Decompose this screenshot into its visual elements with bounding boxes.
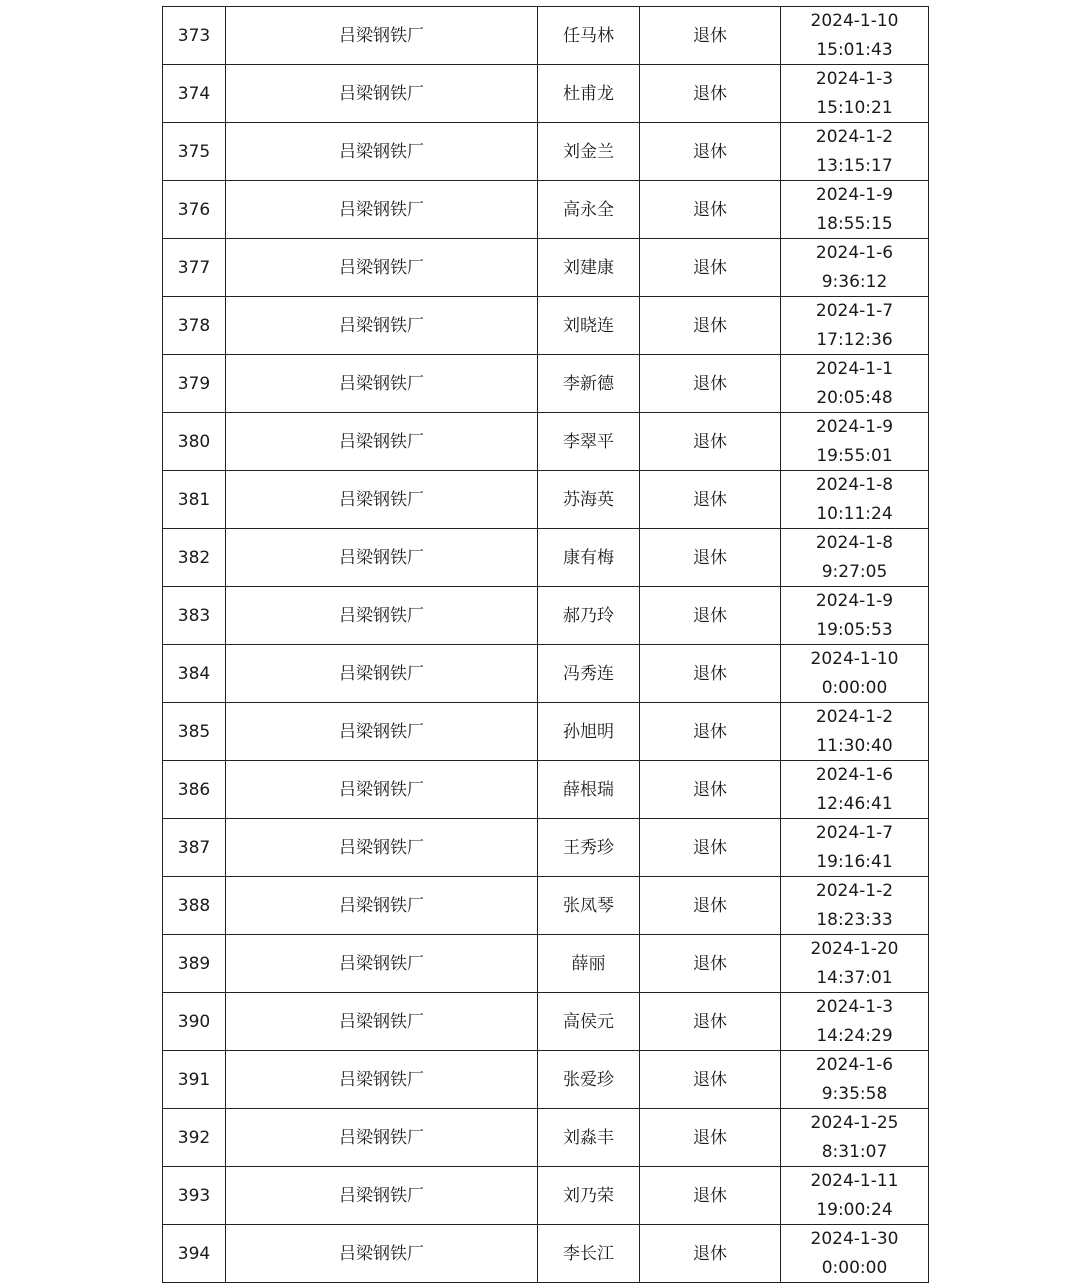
timestamp-date: 2024-1-9 (815, 185, 894, 205)
person-name: 刘淼丰 (538, 1109, 640, 1167)
timestamp-time: 15:01:43 (816, 39, 893, 60)
timestamp-time: 13:15:17 (816, 155, 893, 176)
table-row (163, 413, 929, 471)
table-row (163, 1167, 929, 1225)
work-unit: 吕梁钢铁厂 (226, 181, 538, 239)
timestamp-date: 2024-1-3 (815, 69, 894, 89)
person-name: 薛根瑞 (538, 761, 640, 819)
records-table (162, 6, 929, 1283)
work-unit: 吕梁钢铁厂 (226, 993, 538, 1051)
timestamp-date: 2024-1-2 (815, 127, 894, 147)
status-text: 退休 (640, 529, 781, 587)
work-unit: 吕梁钢铁厂 (226, 65, 538, 123)
timestamp (781, 355, 929, 413)
table-row (163, 703, 929, 761)
row-number: 377 (163, 239, 226, 297)
work-unit: 吕梁钢铁厂 (226, 471, 538, 529)
timestamp-date: 2024-1-7 (815, 301, 894, 321)
row-number: 389 (163, 935, 226, 993)
timestamp (781, 529, 929, 587)
timestamp (781, 65, 929, 123)
person-name: 薛丽 (538, 935, 640, 993)
timestamp (781, 935, 929, 993)
row-number: 380 (163, 413, 226, 471)
timestamp-date: 2024-1-9 (815, 417, 894, 437)
timestamp-time: 9:36:12 (821, 271, 888, 292)
person-name: 刘乃荣 (538, 1167, 640, 1225)
status-text: 退休 (640, 1109, 781, 1167)
timestamp-date: 2024-1-2 (815, 881, 894, 901)
timestamp-time: 10:11:24 (816, 503, 893, 524)
person-name: 康有梅 (538, 529, 640, 587)
timestamp-date: 2024-1-30 (810, 1229, 899, 1249)
status-text: 退休 (640, 819, 781, 877)
row-number: 379 (163, 355, 226, 413)
status-text: 退休 (640, 355, 781, 413)
timestamp-date: 2024-1-10 (810, 649, 899, 669)
timestamp-time: 19:05:53 (816, 619, 893, 640)
table-row (163, 297, 929, 355)
person-name: 张爱珍 (538, 1051, 640, 1109)
work-unit: 吕梁钢铁厂 (226, 703, 538, 761)
timestamp (781, 703, 929, 761)
person-name: 冯秀连 (538, 645, 640, 703)
timestamp-time: 18:23:33 (816, 909, 893, 930)
table-row (163, 993, 929, 1051)
work-unit: 吕梁钢铁厂 (226, 1167, 538, 1225)
table-row (163, 1109, 929, 1167)
table-row (163, 935, 929, 993)
timestamp (781, 761, 929, 819)
row-number: 386 (163, 761, 226, 819)
row-number: 382 (163, 529, 226, 587)
status-text: 退休 (640, 413, 781, 471)
timestamp-date: 2024-1-20 (810, 939, 899, 959)
status-text: 退休 (640, 761, 781, 819)
timestamp-time: 0:00:00 (821, 1257, 888, 1278)
table-row (163, 471, 929, 529)
person-name: 高侯元 (538, 993, 640, 1051)
timestamp (781, 993, 929, 1051)
work-unit: 吕梁钢铁厂 (226, 935, 538, 993)
timestamp-date: 2024-1-6 (815, 1055, 894, 1075)
person-name: 李新德 (538, 355, 640, 413)
status-text: 退休 (640, 65, 781, 123)
timestamp-date: 2024-1-2 (815, 707, 894, 727)
timestamp-date: 2024-1-7 (815, 823, 894, 843)
timestamp (781, 297, 929, 355)
timestamp-date: 2024-1-10 (810, 11, 899, 31)
timestamp (781, 1225, 929, 1283)
person-name: 任马林 (538, 7, 640, 65)
table-row (163, 7, 929, 65)
status-text: 退休 (640, 297, 781, 355)
person-name: 杜甫龙 (538, 65, 640, 123)
person-name: 苏海英 (538, 471, 640, 529)
table-row (163, 1225, 929, 1283)
timestamp (781, 587, 929, 645)
timestamp-date: 2024-1-6 (815, 243, 894, 263)
person-name: 高永全 (538, 181, 640, 239)
row-number: 392 (163, 1109, 226, 1167)
person-name: 刘建康 (538, 239, 640, 297)
timestamp-time: 11:30:40 (816, 735, 893, 756)
table-row (163, 877, 929, 935)
status-text: 退休 (640, 993, 781, 1051)
status-text: 退休 (640, 1051, 781, 1109)
timestamp-time: 19:55:01 (816, 445, 893, 466)
work-unit: 吕梁钢铁厂 (226, 645, 538, 703)
timestamp (781, 181, 929, 239)
work-unit: 吕梁钢铁厂 (226, 1225, 538, 1283)
person-name: 张凤琴 (538, 877, 640, 935)
timestamp-time: 0:00:00 (821, 677, 888, 698)
table-row (163, 355, 929, 413)
table-row (163, 239, 929, 297)
row-number: 374 (163, 65, 226, 123)
row-number: 390 (163, 993, 226, 1051)
status-text: 退休 (640, 181, 781, 239)
person-name: 刘金兰 (538, 123, 640, 181)
status-text: 退休 (640, 7, 781, 65)
person-name: 孙旭明 (538, 703, 640, 761)
timestamp-time: 15:10:21 (816, 97, 893, 118)
table-row (163, 819, 929, 877)
row-number: 385 (163, 703, 226, 761)
row-number: 388 (163, 877, 226, 935)
row-number: 376 (163, 181, 226, 239)
status-text: 退休 (640, 123, 781, 181)
work-unit: 吕梁钢铁厂 (226, 1109, 538, 1167)
person-name: 李翠平 (538, 413, 640, 471)
work-unit: 吕梁钢铁厂 (226, 587, 538, 645)
timestamp (781, 413, 929, 471)
timestamp-time: 8:31:07 (821, 1141, 888, 1162)
timestamp-time: 19:00:24 (816, 1199, 893, 1220)
status-text: 退休 (640, 645, 781, 703)
status-text: 退休 (640, 471, 781, 529)
timestamp-time: 20:05:48 (816, 387, 893, 408)
status-text: 退休 (640, 587, 781, 645)
timestamp (781, 1167, 929, 1225)
table-row (163, 587, 929, 645)
row-number: 381 (163, 471, 226, 529)
work-unit: 吕梁钢铁厂 (226, 761, 538, 819)
timestamp (781, 1051, 929, 1109)
work-unit: 吕梁钢铁厂 (226, 7, 538, 65)
work-unit: 吕梁钢铁厂 (226, 123, 538, 181)
work-unit: 吕梁钢铁厂 (226, 297, 538, 355)
timestamp-time: 9:35:58 (821, 1083, 888, 1104)
timestamp-date: 2024-1-9 (815, 591, 894, 611)
timestamp-date: 2024-1-3 (815, 997, 894, 1017)
work-unit: 吕梁钢铁厂 (226, 819, 538, 877)
timestamp (781, 471, 929, 529)
status-text: 退休 (640, 935, 781, 993)
table-row (163, 181, 929, 239)
timestamp (781, 1109, 929, 1167)
work-unit: 吕梁钢铁厂 (226, 355, 538, 413)
timestamp-time: 9:27:05 (821, 561, 888, 582)
timestamp (781, 877, 929, 935)
timestamp (781, 239, 929, 297)
status-text: 退休 (640, 877, 781, 935)
row-number: 384 (163, 645, 226, 703)
timestamp (781, 123, 929, 181)
work-unit: 吕梁钢铁厂 (226, 1051, 538, 1109)
timestamp-date: 2024-1-25 (810, 1113, 899, 1133)
timestamp-date: 2024-1-8 (815, 475, 894, 495)
timestamp-time: 18:55:15 (816, 213, 893, 234)
table-row (163, 123, 929, 181)
records-table-body (163, 7, 929, 1283)
timestamp-time: 14:24:29 (816, 1025, 893, 1046)
table-row (163, 761, 929, 819)
work-unit: 吕梁钢铁厂 (226, 239, 538, 297)
timestamp-date: 2024-1-11 (810, 1171, 899, 1191)
row-number: 375 (163, 123, 226, 181)
timestamp-date: 2024-1-8 (815, 533, 894, 553)
work-unit: 吕梁钢铁厂 (226, 413, 538, 471)
person-name: 王秀珍 (538, 819, 640, 877)
timestamp-time: 19:16:41 (816, 851, 893, 872)
table-row (163, 529, 929, 587)
row-number: 383 (163, 587, 226, 645)
status-text: 退休 (640, 1225, 781, 1283)
table-row (163, 1051, 929, 1109)
row-number: 393 (163, 1167, 226, 1225)
row-number: 373 (163, 7, 226, 65)
status-text: 退休 (640, 703, 781, 761)
person-name: 李长江 (538, 1225, 640, 1283)
status-text: 退休 (640, 1167, 781, 1225)
timestamp-time: 17:12:36 (816, 329, 893, 350)
timestamp (781, 819, 929, 877)
timestamp (781, 645, 929, 703)
timestamp-date: 2024-1-1 (815, 359, 894, 379)
timestamp-date: 2024-1-6 (815, 765, 894, 785)
person-name: 郝乃玲 (538, 587, 640, 645)
row-number: 394 (163, 1225, 226, 1283)
table-row (163, 645, 929, 703)
row-number: 378 (163, 297, 226, 355)
table-row (163, 65, 929, 123)
timestamp-time: 12:46:41 (816, 793, 893, 814)
timestamp-time: 14:37:01 (816, 967, 893, 988)
status-text: 退休 (640, 239, 781, 297)
person-name: 刘晓连 (538, 297, 640, 355)
row-number: 387 (163, 819, 226, 877)
work-unit: 吕梁钢铁厂 (226, 877, 538, 935)
row-number: 391 (163, 1051, 226, 1109)
work-unit: 吕梁钢铁厂 (226, 529, 538, 587)
timestamp (781, 7, 929, 65)
